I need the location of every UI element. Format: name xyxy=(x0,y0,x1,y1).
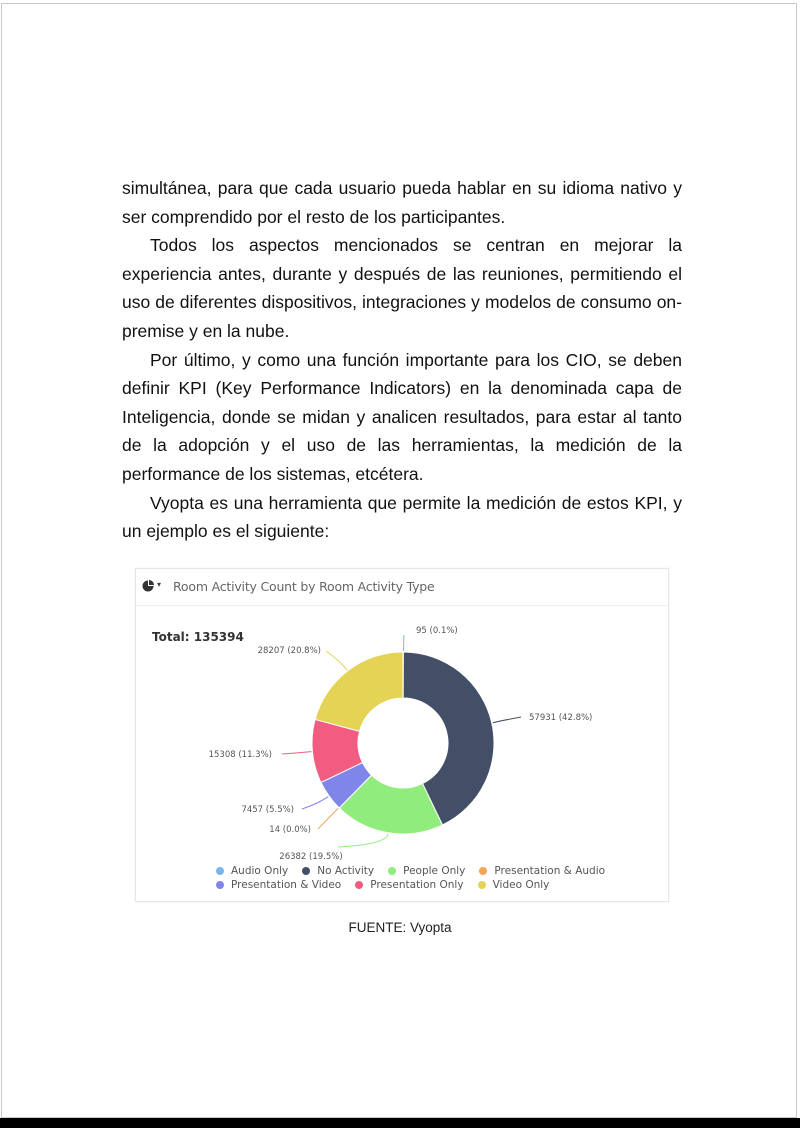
chart-legend xyxy=(216,864,619,892)
data-label: 57931 (42.8%) xyxy=(529,713,593,723)
leader-line xyxy=(302,797,328,809)
figure-caption: FUENTE: Vyopta xyxy=(348,920,452,935)
legend-row-2 xyxy=(216,878,619,892)
legend-item-video-only[interactable] xyxy=(478,879,550,891)
legend-label: Presentation Only xyxy=(370,879,464,891)
legend-dot xyxy=(479,867,487,875)
legend-label: People Only xyxy=(403,865,466,877)
paragraph-2: Todos los aspectos mencionados se centran en mejorar la experiencia antes, durante y después de las reuniones, permitiendo el uso de diferentes dispositivos, integraciones y modelos de consumo on-premise y en la nube. xyxy=(122,235,682,341)
legend-item-presentation-only[interactable] xyxy=(355,879,463,891)
chart-card xyxy=(135,568,669,902)
legend-item-no-activity[interactable] xyxy=(302,865,374,877)
legend-item-presentation-audio[interactable] xyxy=(479,865,605,877)
legend-dot xyxy=(388,867,396,875)
leader-line xyxy=(282,752,311,754)
document-page xyxy=(1,3,797,1118)
donut-segment[interactable] xyxy=(315,652,403,731)
legend-dot xyxy=(478,881,486,889)
data-label: 26382 (19.5%) xyxy=(279,852,343,862)
chart-total: Total: 135394 xyxy=(152,630,244,644)
legend-row-1 xyxy=(216,864,619,878)
data-label: 14 (0.0%) xyxy=(269,825,311,835)
leader-line xyxy=(493,717,521,723)
data-label: 95 (0.1%) xyxy=(416,626,458,636)
legend-dot xyxy=(216,881,224,889)
legend-label: Presentation & Video xyxy=(231,879,342,891)
leader-line xyxy=(318,808,338,829)
leader-line xyxy=(338,834,388,847)
bottom-bar xyxy=(0,1118,800,1128)
leader-line xyxy=(326,651,347,670)
legend-item-people-only[interactable] xyxy=(388,865,465,877)
legend-label: Video Only xyxy=(492,879,550,891)
legend-label: No Activity xyxy=(317,865,375,877)
paragraph-3: Por último, y como una función importante para los CIO, se deben definir KPI (Key Performance Indicators) en la denominada capa de Inteligencia, donde se midan y analicen resultados, para estar al tanto de la adopción y el uso de las herramientas, la medición de la performance de los sistemas, etcétera. xyxy=(122,349,682,484)
legend-item-presentation-video[interactable] xyxy=(216,879,341,891)
paragraph-4: Vyopta es una herramienta que permite la medición de estos KPI, y un ejemplo es el siguiente: xyxy=(122,492,682,542)
paragraph-1: simultánea, para que cada usuario pueda hablar en su idioma nativo y ser comprendido por el resto de los participantes. xyxy=(122,178,682,227)
chevron-down-icon[interactable]: ▾ xyxy=(157,580,162,589)
legend-item-audio-only[interactable] xyxy=(216,865,288,877)
body-text xyxy=(122,174,682,546)
legend-dot xyxy=(302,867,310,875)
data-label: 28207 (20.8%) xyxy=(257,646,321,656)
legend-label: Presentation & Audio xyxy=(494,865,606,877)
data-label: 15308 (11.3%) xyxy=(208,750,272,760)
chart-title: Room Activity Count by Room Activity Type xyxy=(173,579,435,594)
legend-label: Audio Only xyxy=(231,865,289,877)
legend-dot xyxy=(355,881,363,889)
donut-chart xyxy=(136,569,670,903)
donut-segments xyxy=(312,652,494,834)
legend-dot xyxy=(216,867,224,875)
data-label: 7457 (5.5%) xyxy=(241,805,294,815)
